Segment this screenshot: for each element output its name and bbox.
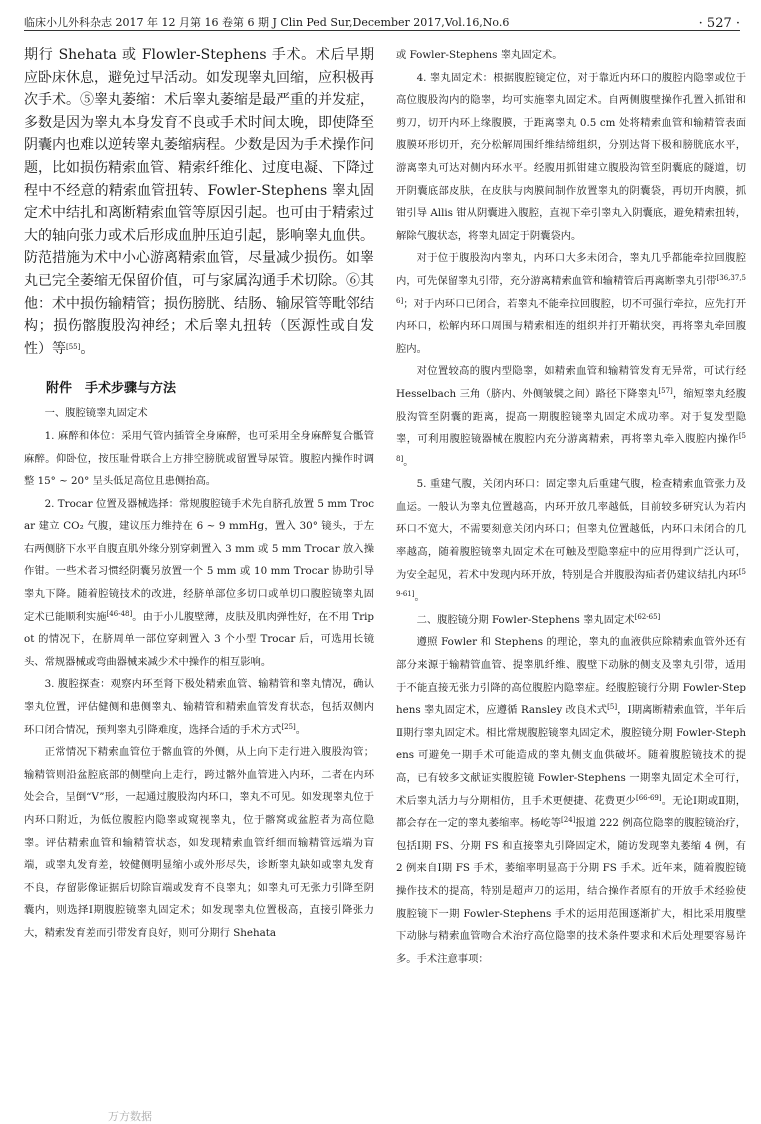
citation: [57] xyxy=(658,386,673,395)
citation: [55] xyxy=(66,342,81,351)
step-1-paragraph: 1. 麻醉和体位：采用气管内插管全身麻醉，也可采用全身麻醉复合骶管麻醉。仰卧位，按压耻骨联合上方排空膀胱或留置导尿管。腹腔内操作时调整 15° ~ 20° 呈头低足高位且患侧抬高。 xyxy=(24,429,374,488)
citation: [25] xyxy=(281,722,296,731)
step-5-paragraph: 5. 重建气腹，关闭内环口：固定睾丸后重建气腹，检查精索血管张力及血运。一般认为睾丸位置越高，内环开放几率越低，目前较多研究认为若内环口不宽大，不需要刻意关闭内环口；但睾丸位置越低，内环口未闭合的几率越高，随着腹腔镜睾丸固定术在可触及型隐睾症中的应用得到广泛认可，为安全起见，若术中发现内环开放，特别是合并腹股沟疝者仍建议结扎内环[59-61]。 xyxy=(396,478,746,604)
intro-paragraph: 期行 Shehata 或 Flowler-Stephens 手术。术后早期应卧床休息，避免过早活动。如发现睾丸回缩，应积极再次手术。⑤睾丸萎缩：术后睾丸萎缩是最严重的并发症，多数是因为睾丸本身发育不良或手术时间太晚，即使降至阴囊内也难以逆转睾丸萎缩病程。少数是因为手术操作问题，比如损伤精索血管、精索纤维化、过度电凝、下降过程中不经意的精索血管扭转、Fowler-Stephens 睾丸固定术中结扎和离断精索血管等原因引起。也可由于精索过大的轴向张力或术后形成血肿压迫引起，影响睾丸血供。防范措施为术中小心游离精索血管，尽量减少损伤。如睾丸已完全萎缩无保留价值，可与家属沟通手术切除。⑥其他：术中损伤输精管；损伤膀胱、结肠、输尿管等毗邻结构；损伤髂腹股沟神经；术后睾丸扭转（医源性或自发性）等[55]。 xyxy=(24,47,374,357)
step-2-paragraph: 2. Trocar 位置及器械选择：常规腹腔镜手术先自脐孔放置 5 mm Trocar 建立 CO₂ 气腹，建议压力维持在 6 ~ 9 mmHg，置入 30° 镜头，于左右两侧脐下水平自腹直肌外缘分别穿刺置入 3 mm 或 5 mm Trocar 放入操作钳。一些术者习惯经阴囊另放置一个 5 mm 或 10 mm Trocar 协助引导睾丸下降。随着腔镜技术的改进，经脐单部位多切口或单切口腹腔镜睾丸固定术已能顺利实施[46-48]。由于小儿腹壁薄，皮肤及肌肉弹性好，在不用 Tripot 的情况下，在脐周单一部位穿刺置入 3 个小型 Trocar 后，可选用长镜头、常规器械或弯曲器械来减少术中操作的相互影响。 xyxy=(24,497,374,668)
inguinal-testis-paragraph: 对于位于腹股沟内睾丸，内环口大多未闭合，睾丸几乎都能牵拉回腹腔内，可先保留睾丸引带，充分游离精索血管和输精管后再离断睾丸引带[36,37,56]；对于内环口已闭合，若睾丸不能牵拉回腹腔，切不可强行牵拉，应先打开内环口，松解内环口周围与精索相连的组织并打开鞘状突，再将睾丸牵回腹腔内。 xyxy=(396,252,746,355)
citation: [62-65] xyxy=(634,612,661,621)
step-3-detail-paragraph: 正常情况下精索血管位于髂血管的外侧，从上向下走行进入腹股沟管；输精管则沿盆腔底部的侧壁向上走行，跨过髂外血管进入内环，二者在内环处会合，呈倒“V”形，一起通过腹股沟内环口，睾丸不可见。如发现睾丸位于内环口附近，为低位腹腔内隐睾或窥视睾丸，位于髂窝或盆腔者为高位隐睾。评估精索血管和输精管状态，如发现精索血管纤细而输精管远端为盲端，或睾丸发育差，较健侧明显缩小或外形尽失，诊断睾丸缺如或睾丸发育不良，存留影像证据后切除盲端或发育不良睾丸；如睾丸可无张力引降至阴囊内，则选择Ⅰ期腹腔镜睾丸固定术；如发现睾丸位置极高，直接引降张力大，精索发育差而引带发育良好，则可分期行 Shehata xyxy=(24,746,374,939)
citation: [66-69] xyxy=(635,793,662,802)
running-header xyxy=(24,4,740,31)
subsection-title-2: 二、腹腔镜分期 Fowler-Stephens 睾丸固定术[62-65] xyxy=(416,612,661,626)
fowler-stephens-paragraph: 遵照 Fowler 和 Stephens 的理论，睾丸的血液供应除精索血管外还有部分来源于输精管血管、提睾肌纤维、腹壁下动脉的侧支及睾丸引带，适用于不能直接无张力引降的高位腹腔内隐睾症。经腹腔镜行分期 Fowler-Stephens 睾丸固定术，应遵循 Ransley 改良术式[5]，Ⅰ期离断精索血管，半年后Ⅱ期行睾丸固定术。相比常规腹腔镜睾丸固定术，腹腔镜分期 Fowler-Stephens 可避免一期手术可能造成的睾丸侧支血供破坏。随着腹腔镜技术的提高，已有较多文献证实腹腔镜 Fowler-Stephens 一期睾丸固定术全可行，术后睾丸活力与分期相仿，且手术更便捷、花费更少[66-69]。无论Ⅰ期或Ⅱ期，都会存在一定的睾丸萎缩率。杨屹等[24]报道 222 例高位隐睾的腹腔镜治疗，包括Ⅰ期 FS、分期 FS 和直接睾丸引降固定术，随访发现睾丸萎缩 4 例，有 2 例来自Ⅰ期 FS 手术，萎缩率明显高于分期 FS 手术。近年来，随着腹腔镜操作技术的提高，特别是超声刀的运用，结合操作者原有的开放手术经验使腹腔镜下一期 Fowler-Stephens 手术的运用范围逐渐扩大，相比采用腹壁下动脉与精索血管吻合术治疗高位隐睾的技术条件要求和术后处理要容易许多。手术注意事项： xyxy=(396,636,747,965)
citation: [36,37,56] xyxy=(396,273,746,305)
citation: [58] xyxy=(396,432,746,463)
citation: [59-61] xyxy=(396,567,746,599)
journal-citation: 临床小儿外科杂志 2017 年 12 月第 16 卷第 6 期 J Clin Ped Sur,December 2017,Vol.16,No.6 xyxy=(24,16,510,29)
right-column xyxy=(396,44,746,970)
page-number: · 527 · xyxy=(698,16,740,31)
citation: [24] xyxy=(561,816,576,825)
left-column xyxy=(24,44,374,945)
step-4-paragraph: 4. 睾丸固定术：根据腹腔镜定位，对于靠近内环口的腹腔内隐睾或位于高位腹股沟内的隐睾，均可实施睾丸固定术。自两侧腹壁操作孔置入抓钳和剪刀，切开内环上缘腹膜，于距离睾丸 0.5 cm 处将精索血管和输精管表面腹膜环形切开，充分松解周围纤维结缔组织，分别达肾下极和膀胱底水平，游离睾丸可达对侧内环水平。经腹用抓钳建立腹股沟管至阴囊底的隧道，切开阴囊底部皮肤，在皮肤与肉膜间制作放置睾丸的阴囊袋，再切开肉膜，抓钳引导 Allis 钳从阴囊进入腹腔，直视下牵引睾丸入阴囊底，避免精索扭转，解除气腹状态，将睾丸固定于阴囊袋内。 xyxy=(396,71,746,242)
citation: [46-48] xyxy=(106,609,133,618)
subsection-title-1: 一、腹腔镜睾丸固定术 xyxy=(44,407,148,420)
section-title: 附件 手术步骤与方法 xyxy=(46,381,177,397)
continuation-line: 或 Fowler-Stephens 睾丸固定术。 xyxy=(396,49,563,61)
watermark: 万方数据 xyxy=(108,1110,152,1123)
citation: [5] xyxy=(607,703,618,712)
step-3-paragraph: 3. 腹腔探查：观察内环至肾下极处精索血管、输精管和睾丸情况，确认睾丸位置，评估健侧和患侧睾丸、输精管和精索血管发育状态，包括双侧内环口闭合情况，预判睾丸引降难度，选择合适的手术方式[25]。 xyxy=(24,678,374,736)
high-testis-paragraph: 对位置较高的腹内型隐睾，如精索血管和输精管发育无异常，可试行经 Hesselbach 三角（脐内、外侧皱襞之间）路径下降睾丸[57]，缩短睾丸经腹股沟管至阴囊的距离，提高一期腹腔镜睾丸固定术成功率。对于复发型隐睾，可利用腹腔镜器械在腹腔内充分游离精索，再将睾丸牵入腹腔内操作[58]。 xyxy=(396,365,747,468)
